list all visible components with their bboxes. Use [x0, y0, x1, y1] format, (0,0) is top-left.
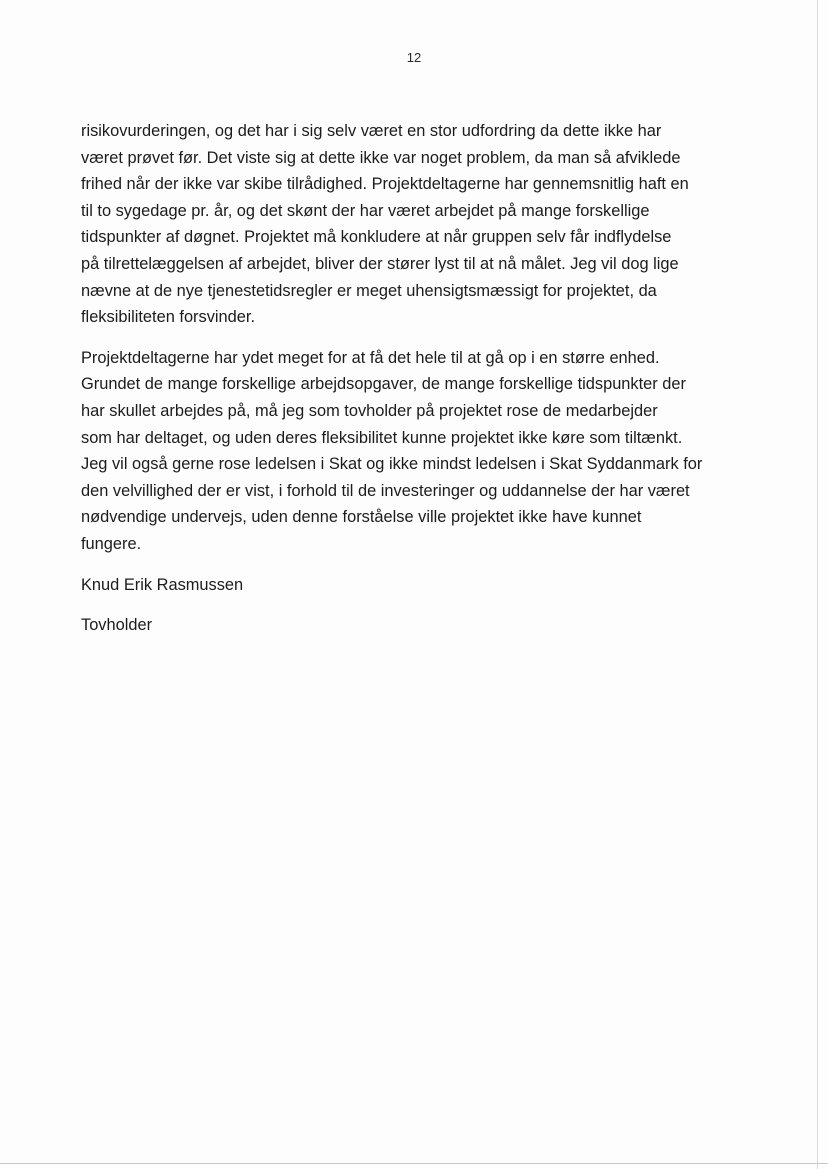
text-line: på tilrettelæggelsen af arbejdet, bliver der stører lyst til at nå målet. Jeg vil dog lige — [81, 254, 679, 273]
text-line: Jeg vil også gerne rose ledelsen i Skat og ikke mindst ledelsen i Skat Syddanmark for — [81, 455, 703, 474]
text-line: som har deltaget, og uden deres fleksibilitet kunne projektet ikke køre som tiltænkt. — [81, 428, 683, 447]
text-line: nævne at de nye tjenestetidsregler er meget uhensigtsmæssigt for projektet, da — [81, 281, 657, 300]
signature-title: Tovholder — [81, 616, 153, 635]
text-line: været prøvet før. Det viste sig at dette ikke var noget problem, da man så afviklede — [81, 148, 681, 167]
text-line: nødvendige undervejs, uden denne forståelse ville projektet ikke have kunnet — [81, 508, 642, 527]
text-line: Grundet de mange forskellige arbejdsopgaver, de mange forskellige tidspunkter der — [81, 375, 686, 394]
signature-name: Knud Erik Rasmussen — [81, 575, 244, 594]
text-line: til to sygedage pr. år, og det skønt der har været arbejdet på mange forskellige — [81, 201, 650, 220]
scan-edge-bottom — [0, 1163, 828, 1164]
text-line: Projektdeltagerne har ydet meget for at få det hele til at gå op i en større enhed. — [81, 348, 660, 367]
text-line: fleksibiliteten forsvinder. — [81, 308, 256, 327]
text-line: den velvillighed der er vist, i forhold til de investeringer og uddannelse der har været — [81, 481, 690, 500]
text-line: har skullet arbejdes på, må jeg som tovholder på projektet rose de medarbejder — [81, 401, 658, 420]
paragraph-1 — [81, 118, 771, 331]
letter-body — [81, 118, 771, 639]
text-line: tidspunkter af døgnet. Projektet må konkludere at når gruppen selv får indflydelse — [81, 228, 672, 247]
text-line: fungere. — [81, 534, 142, 553]
page-number: 12 — [406, 50, 422, 65]
scan-edge-right — [817, 0, 818, 1169]
text-line: frihed når der ikke var skibe tilrådighed. Projektdeltagerne har gennemsnitlig haft en — [81, 175, 689, 194]
paragraph-2 — [81, 345, 771, 558]
text-line: risikovurderingen, og det har i sig selv været en stor udfordring da dette ikke har — [81, 122, 662, 140]
